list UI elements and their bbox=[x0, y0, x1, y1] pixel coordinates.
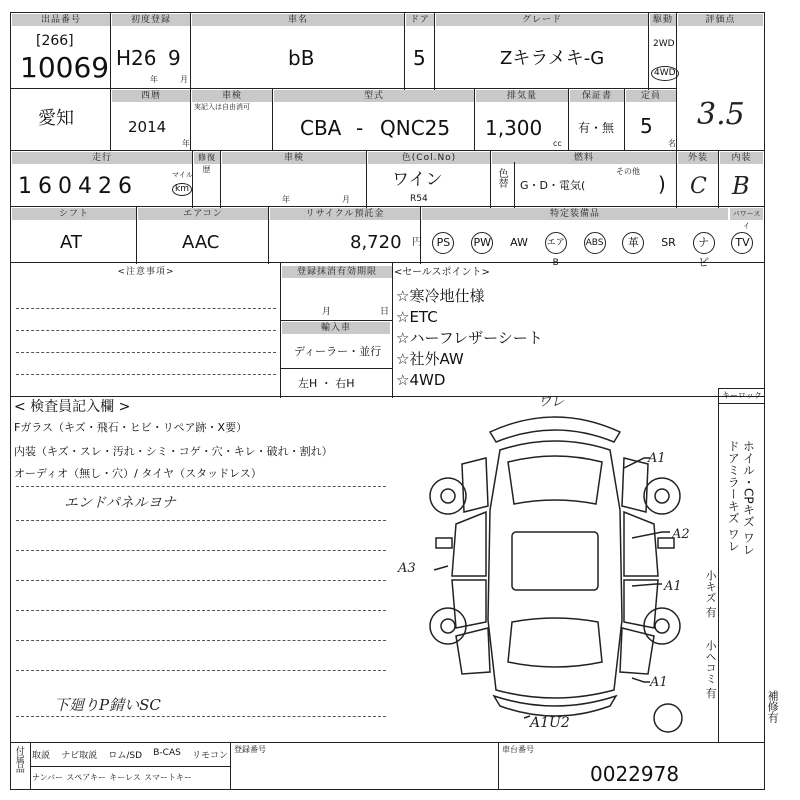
reg-deadline-label: 登録抹消有効期限 bbox=[282, 266, 392, 278]
grade-value: Zキラメキ-G bbox=[500, 48, 605, 69]
chassis-number: 0022978 bbox=[590, 762, 680, 786]
sales-point: ☆社外AW bbox=[396, 350, 464, 368]
legend-1: ホイル・CPキズ ワレ bbox=[741, 440, 756, 556]
capacity-unit: 名 bbox=[668, 139, 676, 148]
equipment-item: SR bbox=[661, 236, 676, 249]
equipment-item: エアB bbox=[545, 232, 567, 254]
exterior-value: C bbox=[690, 174, 707, 199]
equipment-item: AW bbox=[510, 236, 528, 249]
color-change-label: 色替 bbox=[496, 168, 507, 188]
fuel-close: ) bbox=[658, 172, 666, 196]
equipment-item: PS bbox=[432, 232, 454, 254]
accessory-item: ロム/SD bbox=[108, 751, 143, 761]
inspector-line-2: 内装（キズ・スレ・汚れ・シミ・コゲ・穴・キレ・破れ・割れ） bbox=[14, 445, 333, 458]
shift-value: AT bbox=[60, 232, 82, 253]
mileage-digits bbox=[18, 174, 132, 199]
sales-points bbox=[396, 286, 543, 391]
legend-4: ドアミラーキズ ワレ bbox=[726, 440, 741, 552]
fuel-options: G・D・電気( bbox=[520, 179, 586, 192]
displacement-unit: cc bbox=[553, 139, 562, 148]
recycle-label: リサイクル預託金 bbox=[270, 208, 420, 220]
fuel-other-label: その他 bbox=[616, 167, 640, 176]
model-value: QNC25 bbox=[380, 116, 451, 140]
mile-unit: マイル bbox=[172, 171, 193, 179]
recycle-unit: 円 bbox=[412, 237, 422, 248]
history-label: 修復歴 bbox=[194, 152, 220, 164]
color-code: R54 bbox=[410, 194, 428, 204]
fuel-label: 燃料 bbox=[492, 152, 676, 164]
legend-5: 補修有 bbox=[766, 690, 780, 723]
accessory-item: キーレス bbox=[109, 773, 141, 782]
sales-label: <セールスポイント> bbox=[394, 267, 490, 278]
equipment-item: ABS bbox=[584, 232, 606, 254]
displacement-label: 排気量 bbox=[476, 90, 568, 102]
first-reg-month: 9 bbox=[168, 46, 181, 70]
keyless-label: パワースイ bbox=[730, 208, 763, 220]
interior-label: 内装 bbox=[720, 152, 763, 164]
accessories-row-2 bbox=[32, 772, 192, 783]
first-reg-year: H26 bbox=[116, 46, 157, 70]
warranty-value: 有・無 bbox=[578, 121, 615, 135]
first-reg-month-unit: 月 bbox=[180, 75, 188, 84]
mileage-digit: 2 bbox=[98, 174, 112, 199]
legend-3: 小ヘコミ 有 bbox=[704, 640, 718, 699]
reg-month-unit: 月 bbox=[322, 307, 332, 317]
equipment-item: ナビ bbox=[693, 232, 715, 254]
import-label: 輸入車 bbox=[282, 322, 390, 334]
region: 愛知 bbox=[38, 108, 74, 129]
sales-point: ☆寒冷地仕様 bbox=[396, 287, 485, 305]
mileage-digit: 1 bbox=[18, 174, 32, 199]
capacity-label: 定員 bbox=[626, 90, 676, 102]
damage-mark-a1-mid: A1 bbox=[664, 579, 682, 594]
sales-point: ☆4WD bbox=[396, 371, 446, 389]
color-label: 色(Col.No) bbox=[368, 152, 490, 164]
damage-mark-a1-lower: A1 bbox=[650, 675, 668, 690]
drive-4wd: 4WD bbox=[651, 66, 679, 81]
drive-label: 駆動 bbox=[650, 14, 676, 26]
drive-2wd: 2WD bbox=[653, 39, 675, 49]
equipment-list bbox=[424, 232, 762, 269]
shaken-month-unit: 月 bbox=[342, 195, 350, 204]
sales-point: ☆ETC bbox=[396, 308, 438, 326]
score-value: 3.5 bbox=[697, 97, 745, 132]
handle-side: 左H ・ 右H bbox=[298, 377, 355, 390]
warranty-label: 保証書 bbox=[570, 90, 624, 102]
legend-column bbox=[726, 440, 754, 740]
model-prefix: CBA bbox=[300, 116, 342, 140]
lot-number: 10069 bbox=[20, 51, 110, 84]
km-unit: km bbox=[172, 183, 192, 196]
exterior-label: 外装 bbox=[678, 152, 718, 164]
inspector-title: < 検査員記入欄 > bbox=[14, 399, 131, 415]
equipment-item: TV bbox=[731, 232, 753, 254]
first-reg-year-unit: 年 bbox=[150, 75, 158, 84]
score-label: 評価点 bbox=[678, 14, 763, 26]
shaken-label: 車検 bbox=[222, 152, 366, 164]
inspector-line-3: オーディオ（無し・穴）/ タイヤ（スタッドレス） bbox=[14, 467, 262, 480]
reg-number-label: 登録番号 bbox=[234, 745, 266, 754]
equip-label: 特定装備品 bbox=[422, 208, 728, 220]
legend-2: 小キズ 有 bbox=[704, 570, 718, 618]
inspector-handwritten-1: エンドパネルヨナ bbox=[64, 495, 176, 511]
mileage-digit: 6 bbox=[38, 174, 52, 199]
shift-label: シフト bbox=[12, 208, 136, 220]
reg-day-unit: 日 bbox=[380, 307, 390, 317]
recycle-value: 8,720 bbox=[350, 232, 402, 253]
caution-label: <注意事項> bbox=[117, 267, 175, 277]
import-type: ディーラー・並行 bbox=[294, 345, 382, 358]
accessories-row-1 bbox=[32, 748, 228, 761]
mileage-label: 走行 bbox=[12, 152, 192, 164]
inspector-line-1: Fガラス（キズ・飛石・ヒビ・リペア跡・X要） bbox=[14, 421, 248, 434]
car-name: bB bbox=[288, 46, 315, 70]
lot-label: 出品番号 bbox=[12, 14, 110, 26]
year-unit: 年 bbox=[182, 139, 190, 148]
ac-label: エアコン bbox=[138, 208, 268, 220]
sales-point: ☆ハーフレザーシート bbox=[396, 329, 543, 347]
grade-label: グレード bbox=[436, 14, 648, 26]
model-label: 型式 bbox=[274, 90, 474, 102]
doors-label: ドア bbox=[406, 14, 434, 26]
damage-mark-top: ワレ bbox=[538, 395, 565, 410]
mileage-digit: 0 bbox=[58, 174, 72, 199]
accessory-item: スマートキー bbox=[144, 773, 192, 782]
chassis-label: 車台番号 bbox=[502, 745, 534, 754]
color-value: ワイン bbox=[392, 170, 443, 190]
accessories-label: 付属品 bbox=[13, 746, 24, 773]
accessory-item: ナビ取説 bbox=[61, 751, 98, 761]
year-label: 西暦 bbox=[112, 90, 190, 102]
mileage-digit: 6 bbox=[118, 174, 132, 199]
accessory-item: リモコン bbox=[191, 751, 228, 761]
mileage-digit: 4 bbox=[78, 174, 92, 199]
car-name-label: 車名 bbox=[192, 14, 404, 26]
damage-mark-a3: A3 bbox=[398, 561, 416, 576]
year-value: 2014 bbox=[128, 118, 167, 136]
damage-mark-a1-upper: A1 bbox=[648, 451, 666, 466]
inspector-handwritten-2: 下廻りP錆いSC bbox=[54, 696, 161, 714]
accessory-item: 取説 bbox=[32, 751, 51, 761]
lot-sub-number: [266] bbox=[36, 33, 74, 49]
doors-value: 5 bbox=[413, 46, 426, 70]
equipment-item: 革 bbox=[622, 232, 644, 254]
displacement-value: 1,300 bbox=[485, 116, 543, 140]
damage-mark-bottom: A1U2 bbox=[530, 715, 570, 731]
interior-value: B bbox=[732, 172, 750, 200]
inspection-note: 実記入は自由消可 bbox=[194, 103, 250, 111]
accessory-item: ナンバー bbox=[32, 773, 64, 782]
capacity-value: 5 bbox=[640, 114, 653, 138]
equipment-item: PW bbox=[471, 232, 493, 254]
shaken-year-unit: 年 bbox=[282, 195, 290, 204]
damage-mark-a2: A2 bbox=[672, 527, 690, 542]
ac-value: AAC bbox=[182, 232, 220, 253]
inspection-label: 車検 bbox=[192, 90, 272, 102]
model-dash: - bbox=[356, 116, 364, 140]
accessory-item: スペアキー bbox=[66, 773, 106, 782]
keylock-label: キーロック bbox=[722, 391, 762, 400]
first-reg-label: 初度登録 bbox=[112, 14, 190, 26]
accessory-item: B-CAS bbox=[153, 748, 181, 758]
